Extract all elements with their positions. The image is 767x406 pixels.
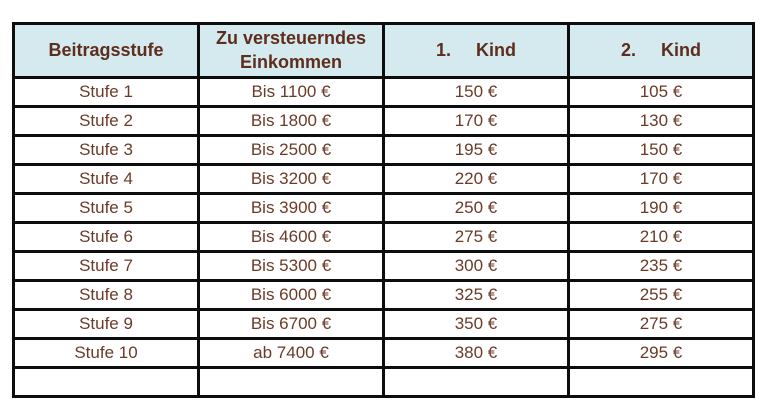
cell-einkommen: Bis 4600 € [199, 223, 384, 252]
table-row-empty [14, 368, 754, 397]
cell-kind2: 255 € [569, 281, 754, 310]
cell-kind1: 150 € [384, 78, 569, 107]
header-row [14, 24, 754, 78]
cell-kind2: 170 € [569, 165, 754, 194]
cell-stufe: Stufe 1 [14, 78, 199, 107]
cell-einkommen [199, 368, 384, 397]
cell-stufe: Stufe 3 [14, 136, 199, 165]
cell-stufe [14, 368, 199, 397]
column-header-kind2: 2. Kind [569, 24, 754, 78]
cell-stufe: Stufe 4 [14, 165, 199, 194]
cell-kind2: 275 € [569, 310, 754, 339]
cell-kind2: 295 € [569, 339, 754, 368]
cell-kind1: 220 € [384, 165, 569, 194]
cell-stufe: Stufe 6 [14, 223, 199, 252]
cell-stufe: Stufe 8 [14, 281, 199, 310]
cell-kind2: 210 € [569, 223, 754, 252]
column-header-kind1: 1. Kind [384, 24, 569, 78]
cell-kind1: 325 € [384, 281, 569, 310]
column-header-einkommen: Zu versteuerndes Einkommen [199, 24, 384, 78]
cell-einkommen: Bis 1800 € [199, 107, 384, 136]
cell-einkommen: Bis 3900 € [199, 194, 384, 223]
cell-einkommen: ab 7400 € [199, 339, 384, 368]
cell-einkommen: Bis 2500 € [199, 136, 384, 165]
cell-kind1: 300 € [384, 252, 569, 281]
cell-einkommen: Bis 6700 € [199, 310, 384, 339]
cell-stufe: Stufe 2 [14, 107, 199, 136]
cell-kind1: 275 € [384, 223, 569, 252]
cell-stufe: Stufe 10 [14, 339, 199, 368]
cell-kind1: 250 € [384, 194, 569, 223]
table-row [14, 252, 754, 281]
table-row [14, 78, 754, 107]
cell-einkommen: Bis 5300 € [199, 252, 384, 281]
cell-kind1 [384, 368, 569, 397]
table-row [14, 136, 754, 165]
table-row [14, 107, 754, 136]
cell-kind2 [569, 368, 754, 397]
cell-einkommen: Bis 3200 € [199, 165, 384, 194]
cell-stufe: Stufe 5 [14, 194, 199, 223]
cell-einkommen: Bis 6000 € [199, 281, 384, 310]
cell-kind1: 350 € [384, 310, 569, 339]
cell-kind2: 105 € [569, 78, 754, 107]
cell-kind2: 130 € [569, 107, 754, 136]
cell-kind1: 195 € [384, 136, 569, 165]
table-row [14, 165, 754, 194]
table-row [14, 339, 754, 368]
cell-kind2: 190 € [569, 194, 754, 223]
cell-kind2: 235 € [569, 252, 754, 281]
cell-kind1: 380 € [384, 339, 569, 368]
cell-einkommen: Bis 1100 € [199, 78, 384, 107]
table-row [14, 310, 754, 339]
cell-stufe: Stufe 7 [14, 252, 199, 281]
cell-kind2: 150 € [569, 136, 754, 165]
cell-stufe: Stufe 9 [14, 310, 199, 339]
column-header-beitragsstufe: Beitragsstufe [14, 24, 199, 78]
table-row [14, 194, 754, 223]
contribution-fee-table [12, 22, 755, 398]
table-row [14, 223, 754, 252]
table-row [14, 281, 754, 310]
cell-kind1: 170 € [384, 107, 569, 136]
